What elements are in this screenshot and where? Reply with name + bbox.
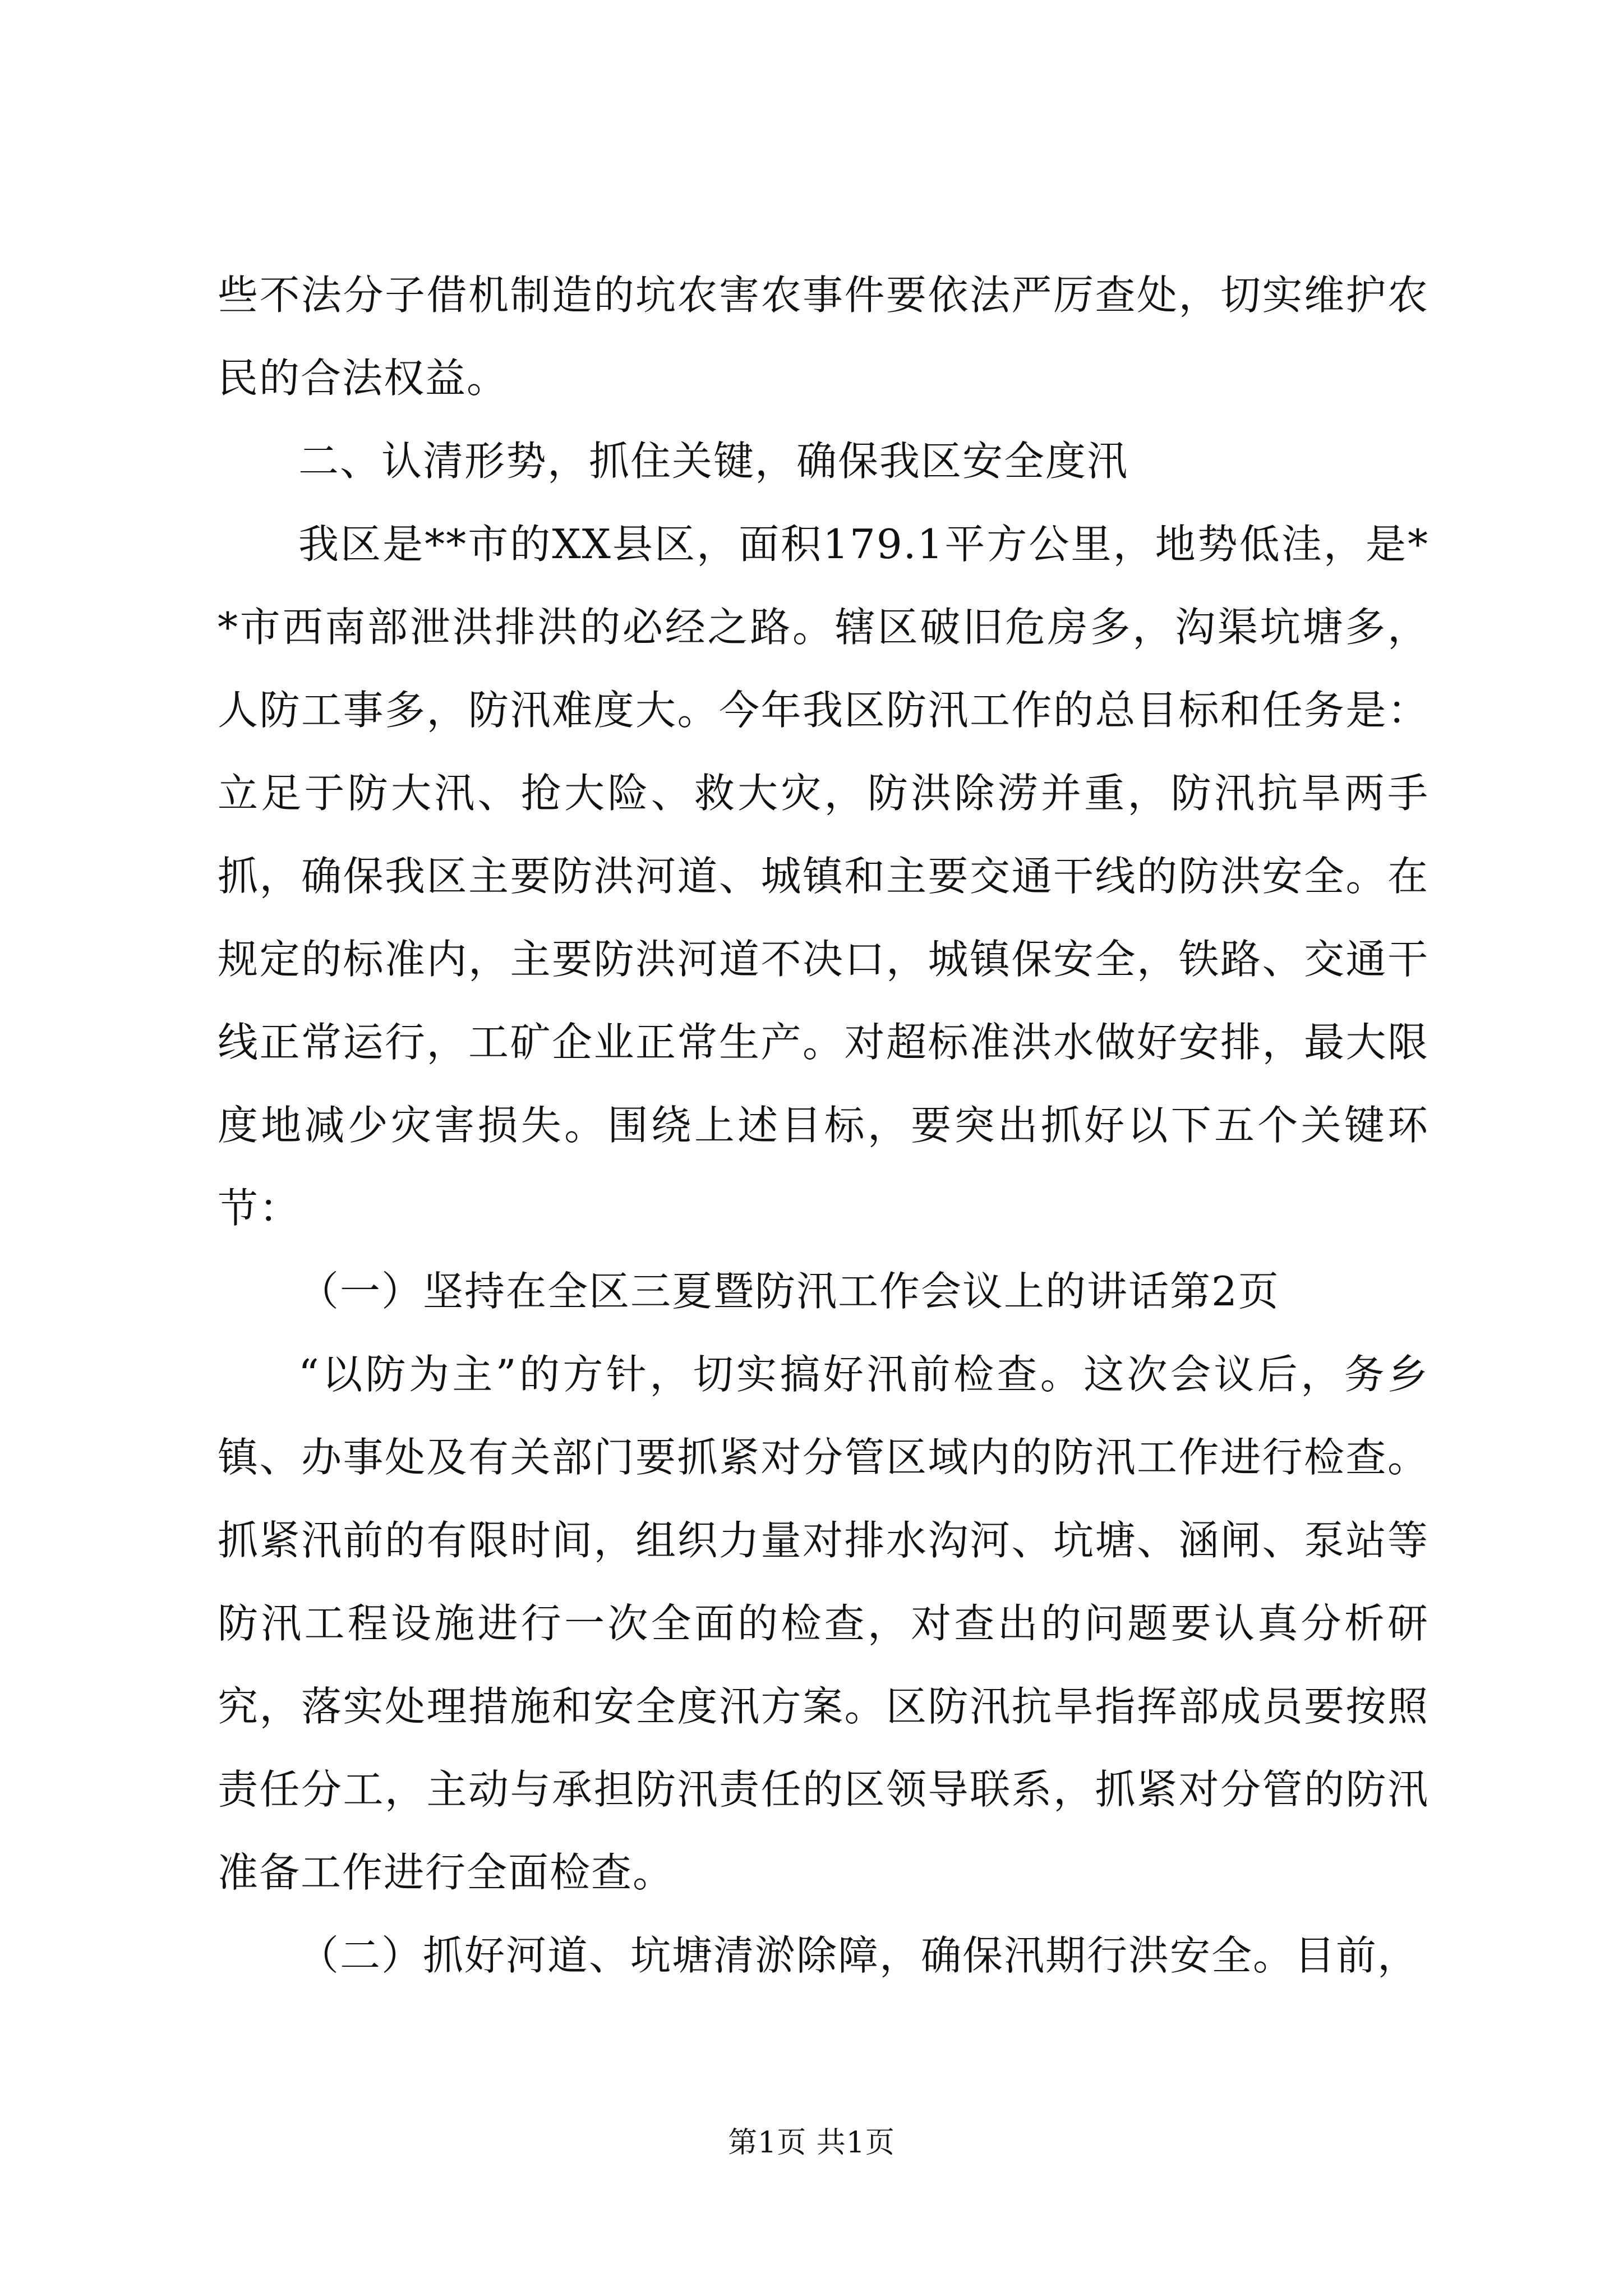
paragraph-continuation: 些不法分子借机制造的坑农害农事件要依法严厉查处，切实维护农民的合法权益。 (218, 272, 1429, 402)
page-footer: 第1页 共1页 (728, 2126, 895, 2160)
section-heading: 二、认清形势，抓住关键，确保我区安全度汛 (298, 438, 1129, 485)
paragraph-item-one-title: （一）坚持在全区三夏暨防汛工作会议上的讲话第2页 (298, 1268, 1280, 1315)
paragraph-item-two: （二）抓好河道、坑塘清淤除障，确保汛期行洪安全。目前， (298, 1932, 1419, 1979)
document-body (218, 254, 1429, 1997)
paragraph-prevention-inspection: “以防为主”的方针，切实搞好汛前检查。这次会议后，务乡镇、办事处及有关部门要抓紧对分管区域内的防汛工作进行检查。抓紧汛前的有限时间，组织力量对排水沟河、坑塘、涵闸、泵站等防汛工程设施进行一次全面的检查，对查出的问题要认真分析研究，落实处理措施和安全度汛方案。区防汛抗旱指挥部成员要按照责任分工，主动与承担防汛责任的区领导联系，抓紧对分管的防汛准备工作进行全面检查。 (218, 1351, 1429, 1896)
paragraph-district-overview: 我区是**市的XX县区，面积179.1平方公里，地势低洼，是**市西南部泄洪排洪的必经之路。辖区破旧危房多，沟渠坑塘多，人防工事多，防汛难度大。今年我区防汛工作的总目标和任务是：立足于防大汛、抢大险、救大灾，防洪除涝并重，防汛抗旱两手抓，确保我区主要防洪河道、城镇和主要交通干线的防洪安全。在规定的标准内，主要防洪河道不决口，城镇保安全，铁路、交通干线正常运行，工矿企业正常生产。对超标准洪水做好安排，最大限度地减少灾害损失。围绕上述目标，要突出抓好以下五个关键环节： (218, 521, 1429, 1232)
